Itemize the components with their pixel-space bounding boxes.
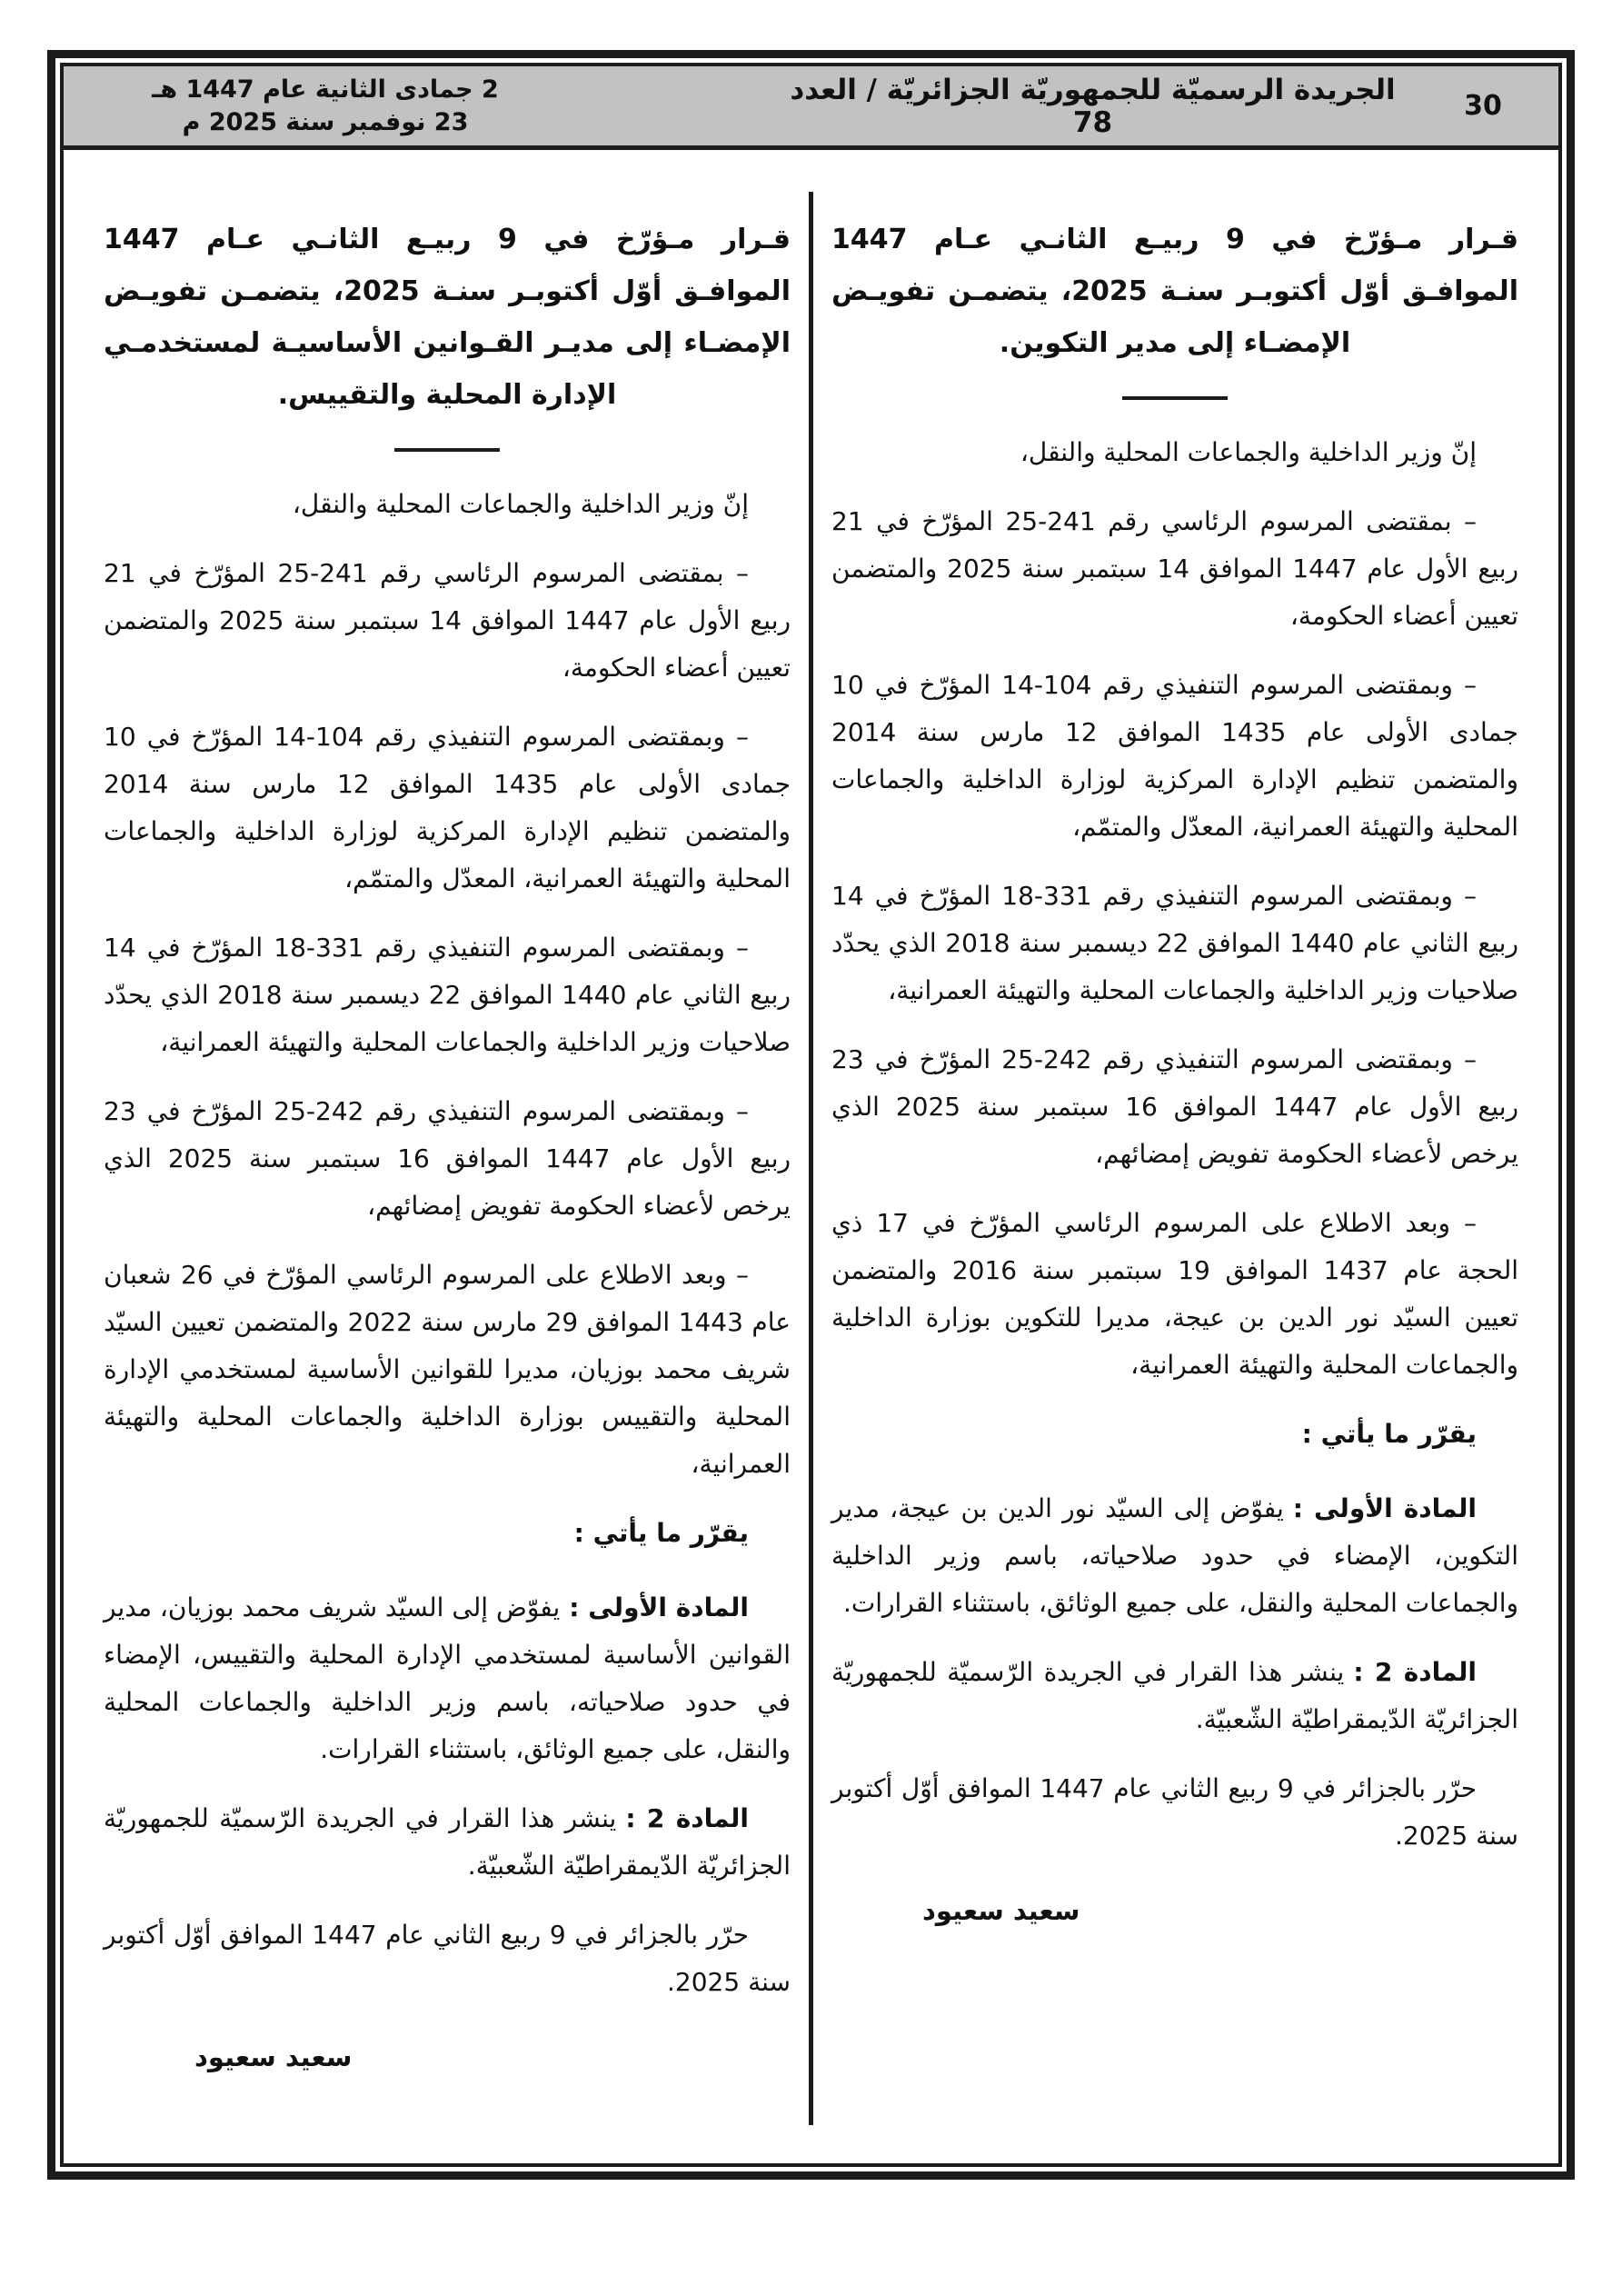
decision-heading: يقرّر ما يأتي : <box>573 1518 749 1548</box>
visa-paragraph: – وبعد الاطلاع على المرسوم الرئاسي المؤرّخ في 26 شعبان عام 1443 الموافق 29 مارس سنة 2022 والمتضمن تعيين السيّد شريف محمد بوزيان، مديرا للقوانين الأساسية لمستخدمي الإدارة المحلية والتقييس بوزارة الداخلية والجماعات المحلية والتهيئة العمرانية، <box>104 1260 791 1479</box>
decision-heading: يقرّر ما يأتي : <box>1301 1419 1477 1449</box>
article-paragraph <box>104 1584 791 1773</box>
journal-masthead <box>64 66 1558 150</box>
visa-paragraph: – وبمقتضى المرسوم التنفيذي رقم 104-14 المؤرّخ في 10 جمادى الأولى عام 1435 الموافق 12 مارس سنة 2014 والمتضمن تنظيم الإدارة المركزية لوزارة الداخلية والجماعات المحلية والتهيئة العمرانية، المعدّل والمتمّم، <box>104 722 791 893</box>
journal-title: الجريدة الرسميّة للجمهوريّة الجزائريّة / العدد 78 <box>790 73 1396 139</box>
signature-name: سعيد سعيود <box>194 2041 353 2072</box>
decree-title: قـرار مـؤرّخ في 9 ربيـع الثانـي عـام 1447 الموافـق أوّل أكتوبـر سنـة 2025، يتضمـن تفويـض الإمضـاء إلى مديـر القـوانين الأساسيـة لمستخدمـي الإدارة المحلية والتقييس. <box>104 224 791 411</box>
visa-paragraph: – وبمقتضى المرسوم التنفيذي رقم 331-18 المؤرّخ في 14 ربيع الثاني عام 1440 الموافق 22 ديسمبر سنة 2018 الذي يحدّد صلاحيات وزير الداخلية والجماعات المحلية والتهيئة العمرانية، <box>831 881 1518 1005</box>
visa-paragraph: – وبمقتضى المرسوم التنفيذي رقم 331-18 المؤرّخ في 14 ربيع الثاني عام 1440 الموافق 22 ديسمبر سنة 2018 الذي يحدّد صلاحيات وزير الداخلية والجماعات المحلية والتهيئة العمرانية، <box>104 933 791 1057</box>
masthead-dates <box>71 74 580 139</box>
visa-paragraph: – وبعد الاطلاع على المرسوم الرئاسي المؤرّخ في 17 ذي الحجة عام 1437 الموافق 19 سبتمبر سنة 2016 والمتضمن تعيين السيّد نور الدين بن عيجة، مديرا للتكوين بوزارة الداخلية والجماعات المحلية والتهيئة العمرانية، <box>831 1208 1519 1380</box>
decree-column-left <box>104 150 791 2163</box>
article-text: يفوّض إلى السيّد نور الدين بن عيجة، مدير التكوين، الإمضاء في حدود صلاحياته، باسم وزير الداخلية والجماعات المحلية والنقل، على جميع الوثائق، باستثناء القرارات. <box>831 1493 1518 1618</box>
article-label: المادة 2 : <box>1353 1657 1477 1687</box>
page-outer-border <box>47 50 1575 2180</box>
date-gregorian: 23 نوفمبر سنة 2025 م <box>182 107 469 136</box>
article-paragraph <box>831 1485 1518 1627</box>
decree-title: قـرار مـؤرّخ في 9 ربيـع الثانـي عـام 1447 الموافـق أوّل أكتوبـر سنـة 2025، يتضمـن تفويـض الإمضـاء إلى مدير التكوين. <box>831 224 1518 359</box>
decree-intro: إنّ وزير الداخلية والجماعات المحلية والنقل، <box>292 489 749 519</box>
separator-rule <box>394 448 500 452</box>
article-paragraph <box>831 1649 1518 1743</box>
article-label: المادة الأولى : <box>569 1592 749 1622</box>
article-label: المادة 2 : <box>625 1803 749 1833</box>
separator-rule <box>1122 396 1228 400</box>
visa-paragraph: – وبمقتضى المرسوم التنفيذي رقم 242-25 المؤرّخ في 23 ربيع الأول عام 1447 الموافق 16 سبتمبر سنة 2025 الذي يرخص لأعضاء الحكومة تفويض إمضائهم، <box>831 1044 1519 1169</box>
closing-dateline: حرّر بالجزائر في 9 ربيع الثاني عام 1447 الموافق أوّل أكتوبر سنة 2025. <box>831 1773 1518 1851</box>
closing-dateline: حرّر بالجزائر في 9 ربيع الثاني عام 1447 الموافق أوّل أكتوبر سنة 2025. <box>104 1920 791 1997</box>
article-paragraph <box>104 1795 791 1890</box>
page-number: 30 <box>1464 90 1502 122</box>
page-inner-border <box>60 63 1562 2167</box>
decree-column-right <box>831 150 1518 2163</box>
page-content <box>64 150 1558 2163</box>
date-hijri: 2 جمادى الثانية عام 1447 هـ <box>152 75 499 104</box>
visa-paragraph: – وبمقتضى المرسوم التنفيذي رقم 242-25 المؤرّخ في 23 ربيع الأول عام 1447 الموافق 16 سبتمبر سنة 2025 الذي يرخص لأعضاء الحكومة تفويض إمضائهم، <box>104 1096 791 1221</box>
column-divider-rule <box>809 192 813 2125</box>
article-label: المادة الأولى : <box>1292 1493 1477 1523</box>
visa-paragraph: – بمقتضى المرسوم الرئاسي رقم 241-25 المؤرّخ في 21 ربيع الأول عام 1447 الموافق 14 سبتمبر سنة 2025 والمتضمن تعيين أعضاء الحكومة، <box>104 558 791 683</box>
article-text: يفوّض إلى السيّد شريف محمد بوزيان، مدير القوانين الأساسية لمستخدمي الإدارة المحلية والتقييس، الإمضاء في حدود صلاحياته، باسم وزير الداخلية والجماعات المحلية والنقل، على جميع الوثائق، باستثناء القرارات. <box>104 1592 791 1764</box>
visa-paragraph: – وبمقتضى المرسوم التنفيذي رقم 104-14 المؤرّخ في 10 جمادى الأولى عام 1435 الموافق 12 مارس سنة 2014 والمتضمن تنظيم الإدارة المركزية لوزارة الداخلية والجماعات المحلية والتهيئة العمرانية، المعدّل والمتمّم، <box>831 670 1519 842</box>
article-text: ينشر هذا القرار في الجريدة الرّسميّة للجمهوريّة الجزائريّة الدّيمقراطيّة الشّعبيّة. <box>104 1803 791 1881</box>
visa-paragraph: – بمقتضى المرسوم الرئاسي رقم 241-25 المؤرّخ في 21 ربيع الأول عام 1447 الموافق 14 سبتمبر سنة 2025 والمتضمن تعيين أعضاء الحكومة، <box>831 506 1519 631</box>
article-text: ينشر هذا القرار في الجريدة الرّسميّة للجمهوريّة الجزائريّة الدّيمقراطيّة الشّعبيّة. <box>831 1657 1518 1734</box>
signature-name: سعيد سعيود <box>922 1895 1080 1926</box>
decree-intro: إنّ وزير الداخلية والجماعات المحلية والنقل، <box>1020 437 1477 467</box>
